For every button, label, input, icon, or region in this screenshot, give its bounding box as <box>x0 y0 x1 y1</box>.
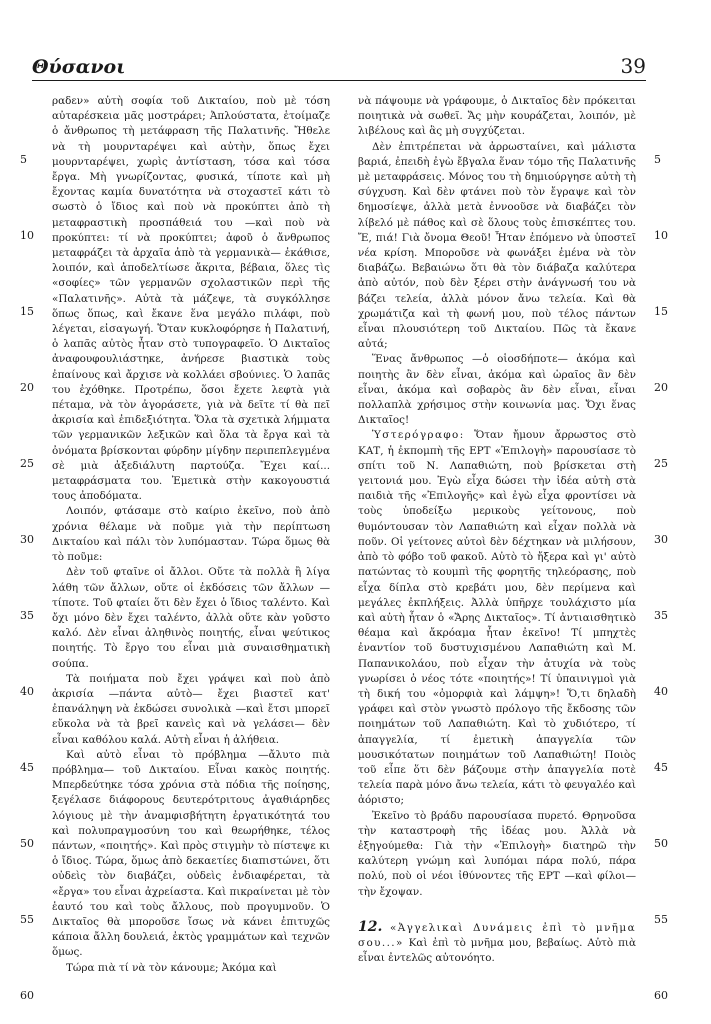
line-number: 50 <box>20 837 34 850</box>
paragraph: Δὲν ἐπιτρέπεται νὰ ἀρρωσταίνει, καὶ μάλιστα βαριά, ἐπειδὴ ἐγὼ ἔβγαλα ἕναν τόμο τῆς Παλατινῆς μὲ μεταφράσεις. Μόνος του τὴ δημιούργησε αὐτὴ τὴ σύγχυση. Καὶ δὲν φτάνει ποὺ τὸν ἔγραψε καὶ τὸν δημοσίεψε, ἀλλὰ μετὰ ἐννοοῦσε νὰ διαβάζει τὸν λίβελό μὲ πάθος καὶ σὲ ὅλους τοὺς ἐπισκέπτες του. Ἔ, πιά! Γιὰ ὄνομα Θεοῦ! Ἦταν ἐπόμενο νὰ ὑποστεῖ νέα κρίση. Μποροῦσε νὰ φωνάξει ἐμένα νὰ τὸν διαβάζω. Βεβαιώνω ὅτι θὰ τὸν διάβαζα καλύτερα ἀπὸ αὐτόν, ποὺ δὲν ξέρει στὴν ἀνάγνωσή του νὰ βάζει τελεία, ἀλλὰ μόνον ἄνω τελεία. Καὶ θὰ χρωμάτιζα καὶ τὴ φωνή μου, ποὺ τέλος πάντων εἶναι πλουσιότερη τοῦ Δικταίου. Πῶς τὰ ἔκανε αὐτά; <box>358 140 636 351</box>
line-number: 40 <box>20 685 34 698</box>
paragraph: νὰ πάψουμε νὰ γράφουμε, ὁ Δικταῖος δὲν πρόκειται ποιητικὰ νὰ σωθεῖ. Ἄς μὴν κουράζεται, λοιπόν, μὲ λιβέλους καὶ ἂς μὴ συγχύζεται. <box>358 95 636 138</box>
line-number: 35 <box>20 609 34 622</box>
section-12 <box>358 920 636 967</box>
paragraph: Τώρα πιὰ τί νὰ τὸν κάνουμε; Ἀκόμα καὶ <box>66 961 277 974</box>
line-number: 15 <box>654 305 668 318</box>
line-number: 40 <box>654 685 668 698</box>
paragraph: ραδεν» αὐτὴ σοφία τοῦ Δικταίου, ποὺ μὲ τόση αὐταρέσκεια μᾶς μοστράρει; Ἀπλούστατα, ἑτοίμαζε ὁ ἄνθρωπος τὴ μετάφραση τῆς Παλατινῆς. Ἤθελε νὰ τὴ μουρνταρέψει καὶ αὐτὴν, ὅπως ἔχει μουρνταρέψει, χωρὶς ἀντίσταση, τόσα καὶ τόσα ἔργα. Μὴ γνωρίζοντας, φυσικά, τίποτε καὶ μὴ ἔχοντας καμία δυνατότητα νὰ στοχαστεῖ κάτι τὸ σωστὸ ὁ ἴδιος καὶ ποὺ νὰ προκύπτει ἀπὸ τὴ μεταφραστικὴ προσπάθειά του —καὶ ποὺ νὰ προκύπτει: τί νὰ προκύπτει; ἀφοῦ ὁ ἄνθρωπος μεταφράζει τὰ ἀρχαῖα ἀπὸ τὰ γερμανικὰ— ἐκάθισε, λοιπόν, καὶ ἀποδελτίωσε ἄκριτα, βέβαια, ὅλες τὶς «σοφίες» τῶν γερμανῶν σχολαστικῶν περὶ τῆς «Παλατινῆς». Αὐτὰ τὰ μάζεψε, τὰ συγκόλλησε ὅπως ὅπως, καὶ ἔκανε ἕνα μεγάλο πιλάφι, ποὺ λέγεται, εἰσαγωγή. Ὅταν κυκλοφόρησε ἡ Παλατινή, ὁ λαπᾶς αὐτὸς ἦταν στὸ τυπογραφεῖο. Ὁ Δικταῖος ἀναφουφουλιάστηκε, ἀνήρεσε βιαστικὰ τοὺς ἐπαίνους καὶ ἄρχισε νὰ κολλάει σβούνιες. Ὁ λαπᾶς του ἐχόθηκε. Προτρέπω, ὅσοι ἔχετε λεφτὰ γιὰ πέταμα, νὰ τὸν ἀγοράσετε, γιὰ νὰ δεῖτε τί θὰ πεῖ ἀκρισία καὶ ἐπιδεξιότητα. Ὅλα τὰ σχετικὰ λήμματα τῶν γερμανικῶν λεξικῶν καὶ ὅλα τὰ ἔργα καὶ τὰ ὀνόματα βρίσκονται φύρδην μίγδην περιπεπλεγμένα σὲ μιὰ ἀξεδιάλυτη παρτούζα. Ἔχει καί... μεταφράσματα του. Ἐμετικὰ στὴν κακογουστιά τους ἀποδόματα. <box>52 95 330 503</box>
paragraph: Καὶ αὐτὸ εἶναι τὸ πρόβλημα —ἄλυτο πιὰ πρόβλημα— τοῦ Δικταίου. Εἶναι κακὸς ποιητής. Μπερδεύτηκε τόσα χρόνια στὰ πόδια τῆς ποίησης, ξεγέλασε διάφορους δευτερότριτους ἀγαθιάρηδες λόγιους μὲ τὴν ἀναμφισβήτητη ἐργατικότητά του καὶ πολυπραγμοσύνη του καὶ θεωρήθηκε, τέλος πάντων, «ποιητής». Καὶ πρὸς στιγμὴν τὸ πίστεψε κι ὁ ἴδιος. Τώρα, ὅμως ἀπὸ δεκαετίες διαπιστώνει, ὅτι οὐδεὶς τὸν διαβάζει, οὐδεὶς ἐνδιαφέρεται, τὰ «ἔργα» του εἶναι ἀχρείαστα. Καὶ πικραίνεται μὲ τὸν ἑαυτό του καὶ τοὺς ἄλλους, ποὺ προγυμνοῦν. Ὁ Δικταῖος θὰ μποροῦσε ἴσως νὰ κάνει ἐπιτυχῶς κάποια ἄλλη δουλειά, ἐκτὸς γραμμάτων καὶ τεχνῶν ὅμως. <box>52 748 330 959</box>
line-number: 55 <box>654 913 668 926</box>
paragraph: Τὰ ποιήματα ποὺ ἔχει γράψει καὶ ποὺ ἀπὸ ἀκρισία —πάντα αὐτὸ— ἔχει βιαστεῖ κατ' ἐπανάληψη νὰ ἐκδώσει συνολικὰ —καὶ ἔτσι μπορεῖ εὔκολα νὰ τὰ βρεῖ κανεὶς καὶ νὰ γελάσει— δὲν εἶναι καθόλου καλά. Αὐτὴ εἶναι ἡ ἀλήθεια. <box>52 672 330 746</box>
paragraph: Ἐκεῖνο τὸ βράδυ παρουσίασα πυρετό. Θρηνοῦσα τὴν καταστροφὴ τῆς ἰδέας μου. Ἀλλὰ νὰ ἐξηγούμεθα: Γιὰ τὴν «Ἐπιλογὴ» διατηρῶ τὴν καλύτερη γνώμη καὶ λυπόμαι πάρα πολύ, πάρα πολύ, ποὺ οἱ νέοι ἰθύνοντες τῆς ΕΡΤ —καὶ φίλοι— τὴν ἔχοψαν. <box>358 809 636 898</box>
running-title: Θύσανοι <box>32 56 126 78</box>
line-number: 35 <box>654 609 668 622</box>
line-number: 60 <box>20 989 34 1002</box>
line-number: 5 <box>654 153 661 166</box>
right-column <box>358 94 636 966</box>
line-number: 25 <box>654 457 668 470</box>
postscript-label: Ὑστερόγραφο: <box>372 429 465 442</box>
line-number: 45 <box>654 761 668 774</box>
line-number: 5 <box>20 153 27 166</box>
page-header <box>32 52 646 81</box>
page-number: 39 <box>620 54 646 78</box>
line-number: 55 <box>20 913 34 926</box>
line-number: 45 <box>20 761 34 774</box>
paragraph: Δὲν τοῦ φταῖνε οἱ ἄλλοι. Οὔτε τὰ πολλὰ ἢ λίγα λάθη τῶν ἄλλων, οὔτε οἱ ἐκδόσεις τῶν ἄλλων — τίποτε. Τοῦ φταίει ὅτι δὲν ἔχει ὁ ἴδιος ταλέντο. Καὶ ὄχι μόνο δὲν ἔχει ταλέντο, ἀλλὰ οὔτε κὰν γοῦστο καλό. Δὲν εἶναι ἀληθινὸς ποιητής, εἶναι ψεύτικος ποιητής. Τὸ ἔργο του εἶναι μιὰ συναισθηματικὴ σούπα. <box>52 566 330 670</box>
line-number: 30 <box>20 533 34 546</box>
line-number: 30 <box>654 533 668 546</box>
paragraph: Ἕνας ἄνθρωπος —ὁ οἱοσδήποτε— ἀκόμα καὶ ποιητὴς ἂν δὲν εἶναι, ἀκόμα καὶ ὡραῖος ἂν δὲν εἶναι, ἀκόμα καὶ σοβαρὸς ἂν δὲν εἶναι, εἶναι πολλαπλὰ χρήσιμος στὴν κοινωνία μας. Ὄχι ἕνας Δικταῖος! <box>358 353 636 427</box>
line-number: 15 <box>20 305 34 318</box>
postscript-text: Ὅταν ἤμουν ἄρρωστος στὸ ΚΑΤ, ἡ ἐκπομπὴ τῆς ΕΡΤ «Ἐπιλογὴ» παρουσίασε τὸ σπίτι τοῦ Ν. Λαπαθιώτη, ποὺ βρίσκεται στὴ γειτονιά μου. Ἐγὼ εἶχα δώσει τὴν ἰδέα αὐτὴ στὰ παιδιὰ τῆς «Ἐπιλογῆς» καὶ ἐγὼ εἶχα φροντίσει νὰ τοὺς ὑποδείξω μερικοὺς γείτονους, ποὺ θυμόντουσαν τὸν Λαπαθιώτη καὶ εἶχαν πολλὰ νὰ ποῦν. Οἱ γείτονες αὐτοὶ δὲν δέχτηκαν νὰ μιλήσουν, ἀπὸ τὸ φόβο τοῦ φακοῦ. Αὐτὸ τὸ ἤξερα καὶ γι' αὐτὸ πατώντας τὸ κουμπὶ τῆς φορητῆς τηλεόρασης, ποὺ εἶχα δίπλα στὸ κρεβάτι μου, δὲν περίμενα καὶ μεγάλες ἐκπλήξεις. Ἀλλὰ ὑπῆρχε τουλάχιστο μία καὶ αὐτὴ ἦταν ὁ «Ἄρης Δικταῖος». Τί ἀντιαισθητικὸ θέαμα καὶ ἄκρόαμα ἦταν ἐκεῖνο! Τί μπηχτὲς ἐναντίον τοῦ δυστυχισμένου Λαπαθιώτη καὶ Μ. Παπανικολάου, ποὺ εἶχαν τὴν ἀτυχία νὰ τοὺς γνωρίσει ὁ νέος τότε «ποιητής»! Τί ὑπαινιγμοὶ γιὰ τὴ δική του «ὀμορφιὰ καὶ λάμψη»! Ὅ,τι δηλαδὴ γράφει καὶ στὸν γνωστὸ πρόλογο τῆς ἔκδοσης τῶν ποιημάτων τοῦ Λαπαθιώτη. Καὶ τὸ χυδιότερο, τί ἀπαγγελία, τί ἐμετικὴ ἀπαγγελία τῶν μουσικότατων ποιημάτων τοῦ Λαπαθιώτη! Ποιὸς τοῦ εἶπε ὅτι δὲν βάζουμε στὴν ἀπαγγελία ποτὲ τελεία παρὰ μόνο ἄνω τελεία, κάτι τὸ φευγαλέο καὶ ἀόριστο; <box>358 429 636 807</box>
line-number: 50 <box>654 837 668 850</box>
line-number: 10 <box>654 229 668 242</box>
section-quote: «Ἀγγελικαὶ Δυνάμεις ἐπὶ τὸ μνῆμα σου...» <box>358 921 636 949</box>
line-number: 20 <box>20 381 34 394</box>
section-text: Καὶ ἐπὶ τὸ μνῆμα μου, βεβαίως. Αὐτὸ πιὰ εἶναι ἐντελῶς αὐτονόητο. <box>358 936 636 965</box>
section-number: 12. <box>358 918 383 935</box>
line-number: 25 <box>20 457 34 470</box>
postscript-paragraph <box>358 428 636 808</box>
left-column <box>52 94 330 976</box>
line-number: 10 <box>20 229 34 242</box>
line-number: 60 <box>654 989 668 1002</box>
line-number: 20 <box>654 381 668 394</box>
paragraph: Λοιπόν, φτάσαμε στὸ καίριο ἐκεῖνο, ποὺ ἀπὸ χρόνια θέλαμε νὰ ποῦμε γιὰ τὴν περίπτωση Δικταίου καὶ πάλι τὸν λυπόμασταν. Τώρα ὅμως θὰ τὸ ποῦμε: <box>52 505 330 564</box>
